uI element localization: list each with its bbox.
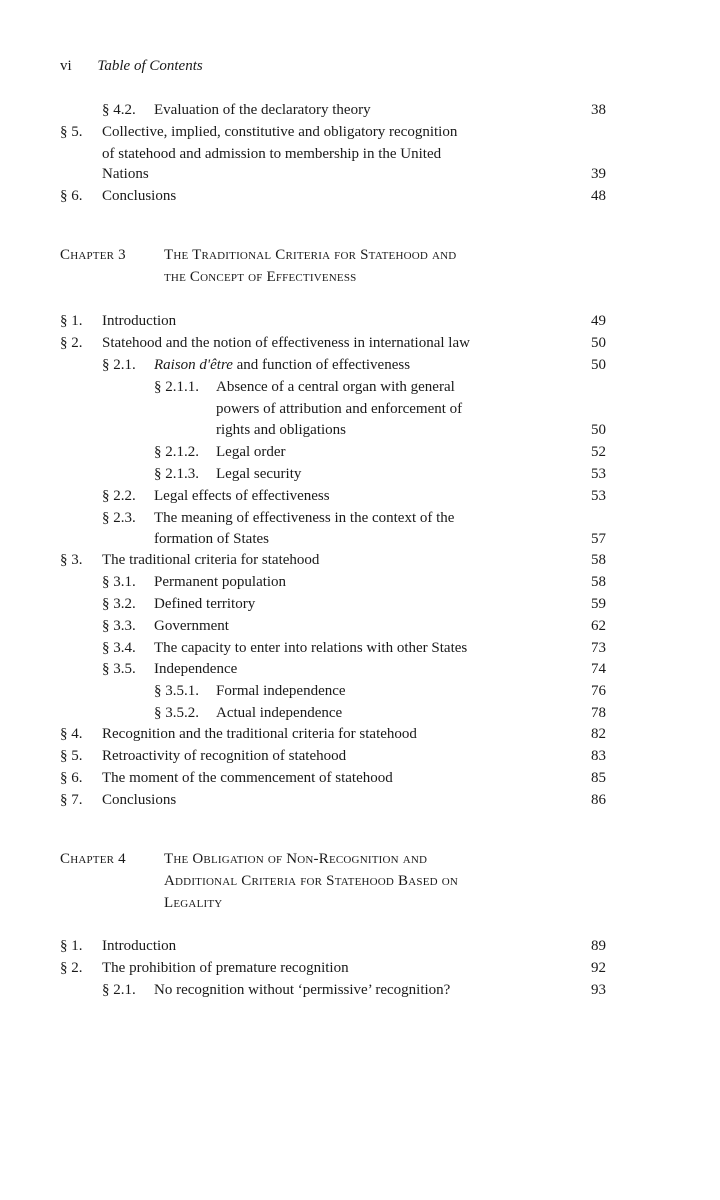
entry-title: Retroactivity of recognition of statehood <box>102 748 347 764</box>
section-number: § 1. <box>60 938 83 954</box>
toc-entry-continuation <box>0 419 720 441</box>
entry-title-rest: and function of effectiveness <box>232 357 411 373</box>
page-number: vi <box>60 58 72 74</box>
toc-entry <box>0 979 720 1001</box>
page-ref: 39 <box>591 166 606 182</box>
section-number: § 3.2. <box>102 596 136 612</box>
section-number: § 3.1. <box>102 574 136 590</box>
toc-entry-continuation <box>0 398 720 420</box>
entry-title: Permanent population <box>154 574 287 590</box>
section-number: § 2.1.2. <box>154 444 199 460</box>
entry-title-italic: Raison d'être <box>154 357 233 373</box>
section-number: § 2. <box>60 335 83 351</box>
toc-entry <box>0 463 720 485</box>
toc-entry <box>0 935 720 957</box>
section-number: § 6. <box>60 770 83 786</box>
page-ref: 50 <box>591 335 606 351</box>
entry-title: of statehood and admission to membership in the United <box>102 146 442 162</box>
toc-entry <box>0 745 720 767</box>
toc-entry <box>0 99 720 121</box>
toc-entry <box>0 354 720 376</box>
section-number: § 3. <box>60 552 83 568</box>
entry-title: Formal independence <box>216 683 346 699</box>
entry-title: powers of attribution and enforcement of <box>216 401 463 417</box>
chapter-title: The Traditional Criteria for Statehood and <box>164 247 457 263</box>
page-ref: 59 <box>591 596 606 612</box>
entry-title: No recognition without ‘permissive’ recognition? <box>154 982 451 998</box>
toc-entry <box>0 680 720 702</box>
chapter-heading <box>0 244 720 266</box>
section-number: § 3.5.1. <box>154 683 199 699</box>
page-ref: 93 <box>591 982 606 998</box>
section-number: § 6. <box>60 188 83 204</box>
page-ref: 57 <box>591 531 606 547</box>
page-ref: 89 <box>591 938 606 954</box>
section-number: § 3.5. <box>102 661 136 677</box>
page-ref: 58 <box>591 552 606 568</box>
entry-title: Recognition and the traditional criteria for statehood <box>102 726 417 742</box>
page-ref: 86 <box>591 792 606 808</box>
chapter-title: Additional Criteria for Statehood Based on <box>164 873 458 889</box>
toc-entry <box>0 789 720 811</box>
section-number: § 2.2. <box>102 488 136 504</box>
section-number: § 4.2. <box>102 102 136 118</box>
section-number: § 3.3. <box>102 618 136 634</box>
entry-title: Nations <box>102 166 149 182</box>
entry-title: Conclusions <box>102 188 177 204</box>
toc-entry-continuation <box>0 528 720 550</box>
section-number: § 2.1.1. <box>154 379 199 395</box>
toc-entry <box>0 957 720 979</box>
section-number: § 4. <box>60 726 83 742</box>
page-ref: 53 <box>591 488 606 504</box>
toc-entry <box>0 185 720 207</box>
entry-title: Collective, implied, constitutive and obligatory recognition <box>102 124 458 140</box>
entry-title: Introduction <box>102 938 177 954</box>
chapter-title: Legality <box>164 895 223 911</box>
page-ref: 49 <box>591 313 606 329</box>
section-number: § 2.3. <box>102 510 136 526</box>
toc-entry <box>0 376 720 398</box>
toc-entry <box>0 702 720 724</box>
toc-entry <box>0 723 720 745</box>
entry-title <box>154 354 410 376</box>
page-ref: 83 <box>591 748 606 764</box>
section-number: § 1. <box>60 313 83 329</box>
entry-title: Conclusions <box>102 792 177 808</box>
entry-title: Independence <box>154 661 238 677</box>
chapter-title: the Concept of Effectiveness <box>164 269 357 285</box>
page-ref: 50 <box>591 422 606 438</box>
toc-entry <box>0 658 720 680</box>
running-header <box>60 58 203 75</box>
page-ref: 76 <box>591 683 606 699</box>
section-number: § 7. <box>60 792 83 808</box>
page-ref: 62 <box>591 618 606 634</box>
entry-title: Government <box>154 618 229 634</box>
entry-title: Legal security <box>216 466 302 482</box>
toc-entry <box>0 332 720 354</box>
entry-title: Introduction <box>102 313 177 329</box>
page-ref: 58 <box>591 574 606 590</box>
entry-title: Actual independence <box>216 705 343 721</box>
toc-entry <box>0 767 720 789</box>
toc-entry-continuation <box>0 143 720 165</box>
entry-title: Legal effects of effectiveness <box>154 488 330 504</box>
entry-title: The traditional criteria for statehood <box>102 552 320 568</box>
section-number: § 2.1. <box>102 982 136 998</box>
section-number: § 5. <box>60 748 83 764</box>
entry-title: The meaning of effectiveness in the context of the <box>154 510 455 526</box>
chapter-heading-continuation <box>0 892 720 914</box>
page-ref: 73 <box>591 640 606 656</box>
page-ref: 74 <box>591 661 606 677</box>
entry-title: Legal order <box>216 444 286 460</box>
section-number: § 5. <box>60 124 83 140</box>
section-number: § 2. <box>60 960 83 976</box>
chapter-heading-continuation <box>0 870 720 892</box>
page-ref: 78 <box>591 705 606 721</box>
section-number: § 3.4. <box>102 640 136 656</box>
toc-entry <box>0 549 720 571</box>
toc-entry <box>0 637 720 659</box>
chapter-heading <box>0 848 720 870</box>
entry-title: The moment of the commencement of statehood <box>102 770 393 786</box>
toc-entry <box>0 441 720 463</box>
page-ref: 38 <box>591 102 606 118</box>
entry-title: Absence of a central organ with general <box>216 379 455 395</box>
page-ref: 52 <box>591 444 606 460</box>
toc-entry <box>0 571 720 593</box>
page-ref: 53 <box>591 466 606 482</box>
chapter-title: The Obligation of Non-Recognition and <box>164 851 428 867</box>
toc-entry <box>0 121 720 143</box>
entry-title: The capacity to enter into relations with other States <box>154 640 468 656</box>
entry-title: The prohibition of premature recognition <box>102 960 349 976</box>
toc-entry <box>0 310 720 332</box>
section-number: § 2.1.3. <box>154 466 199 482</box>
toc-entry <box>0 485 720 507</box>
chapter-heading-continuation <box>0 266 720 288</box>
toc-entry <box>0 593 720 615</box>
running-title: Table of Contents <box>97 58 203 74</box>
toc-entry-continuation <box>0 163 720 185</box>
section-number: § 3.5.2. <box>154 705 199 721</box>
page-ref: 82 <box>591 726 606 742</box>
section-number: § 2.1. <box>102 357 136 373</box>
entry-title: Evaluation of the declaratory theory <box>154 102 371 118</box>
entry-title: Defined territory <box>154 596 256 612</box>
page-ref: 85 <box>591 770 606 786</box>
page-ref: 92 <box>591 960 606 976</box>
entry-title: rights and obligations <box>216 422 346 438</box>
chapter-label: Chapter 3 <box>60 247 126 263</box>
page-ref: 48 <box>591 188 606 204</box>
toc-entry <box>0 507 720 529</box>
page-ref: 50 <box>591 357 606 373</box>
toc-entry <box>0 615 720 637</box>
chapter-label: Chapter 4 <box>60 851 126 867</box>
entry-title: Statehood and the notion of effectiveness in international law <box>102 335 470 351</box>
entry-title: formation of States <box>154 531 269 547</box>
